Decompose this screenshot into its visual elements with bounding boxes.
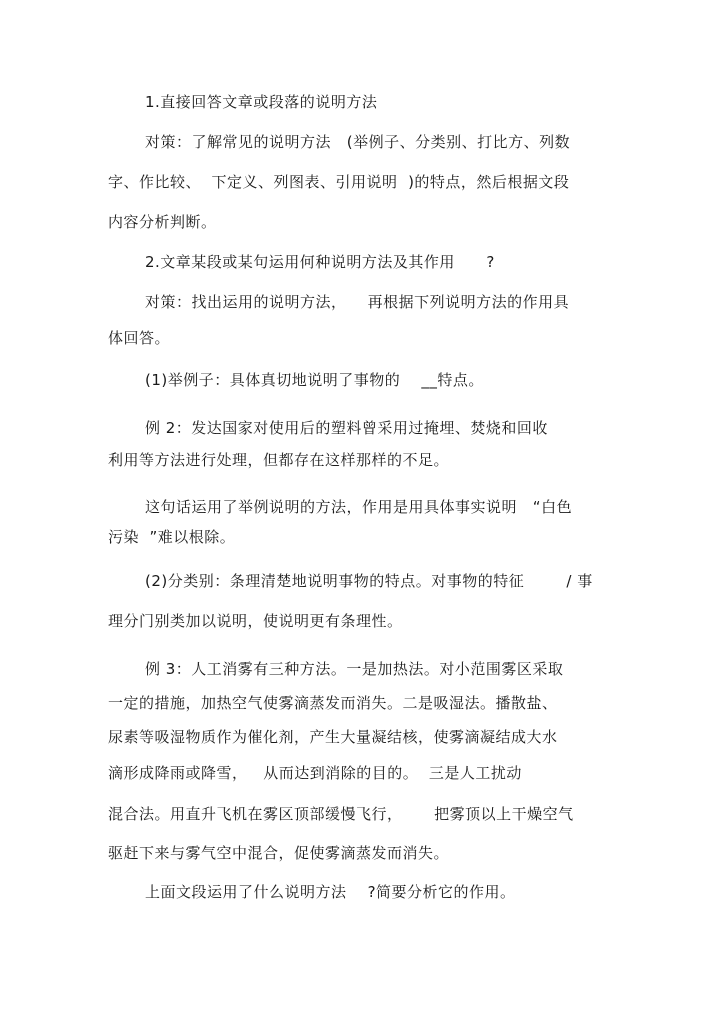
strategy-paragraph-line: 对策：了解常见的说明方法 (举例子、分类别、打比方、列数	[145, 133, 571, 151]
example-2-line: 利用等方法进行处理，但都存在这样那样的不足。	[108, 451, 450, 469]
example-3-line: 混合法。用直升飞机在雾区顶部缓慢飞行， 把雾顶以上干燥空气	[108, 805, 574, 823]
method-classify-heading: (2)分类别：条理清楚地说明事物的特点。对事物的特征 / 事	[145, 572, 593, 590]
example-3-line: 驱赶下来与雾气空中混合，促使雾滴蒸发而消失。	[108, 844, 450, 862]
example-3-line: 一定的措施，加热空气使雾滴蒸发而消失。二是吸湿法。播散盐、	[108, 694, 558, 712]
question-line: 上面文段运用了什么说明方法 ?简要分析它的作用。	[145, 883, 516, 901]
strategy-paragraph-line: 字、作比较、 下定义、列图表、引用说明 )的特点，然后根据文段	[108, 173, 570, 191]
strategy-paragraph-line: 体回答。	[108, 329, 171, 347]
heading-item-2: 2.文章某段或某句运用何种说明方法及其作用 ?	[145, 253, 495, 271]
example-3-line: 尿素等吸湿物质作为催化剂，产生大量凝结核，使雾滴凝结成大水	[108, 728, 558, 746]
example-3-line: 滴形成降雨或降雪， 从而达到消除的目的。 三是人工扰动	[108, 764, 522, 782]
method-example-heading: (1)举例子：具体真切地说明了事物的 __特点。	[145, 371, 484, 389]
analysis-line: 这句话运用了举例说明的方法，作用是用具体事实说明 “白色	[145, 498, 573, 516]
example-3-line: 例 3：人工消雾有三种方法。一是加热法。对小范围雾区采取	[145, 660, 564, 678]
strategy-paragraph-line: 对策：找出运用的说明方法， 再根据下列说明方法的作用具	[145, 293, 570, 311]
example-2-line: 例 2：发达国家对使用后的塑料曾采用过掩埋、焚烧和回收	[145, 419, 548, 437]
strategy-paragraph-line: 内容分析判断。	[108, 213, 217, 231]
method-classify-line: 理分门别类加以说明，使说明更有条理性。	[108, 612, 403, 630]
analysis-line: 污染 ”难以根除。	[108, 528, 236, 546]
heading-item-1: 1.直接回答文章或段落的说明方法	[145, 93, 378, 111]
